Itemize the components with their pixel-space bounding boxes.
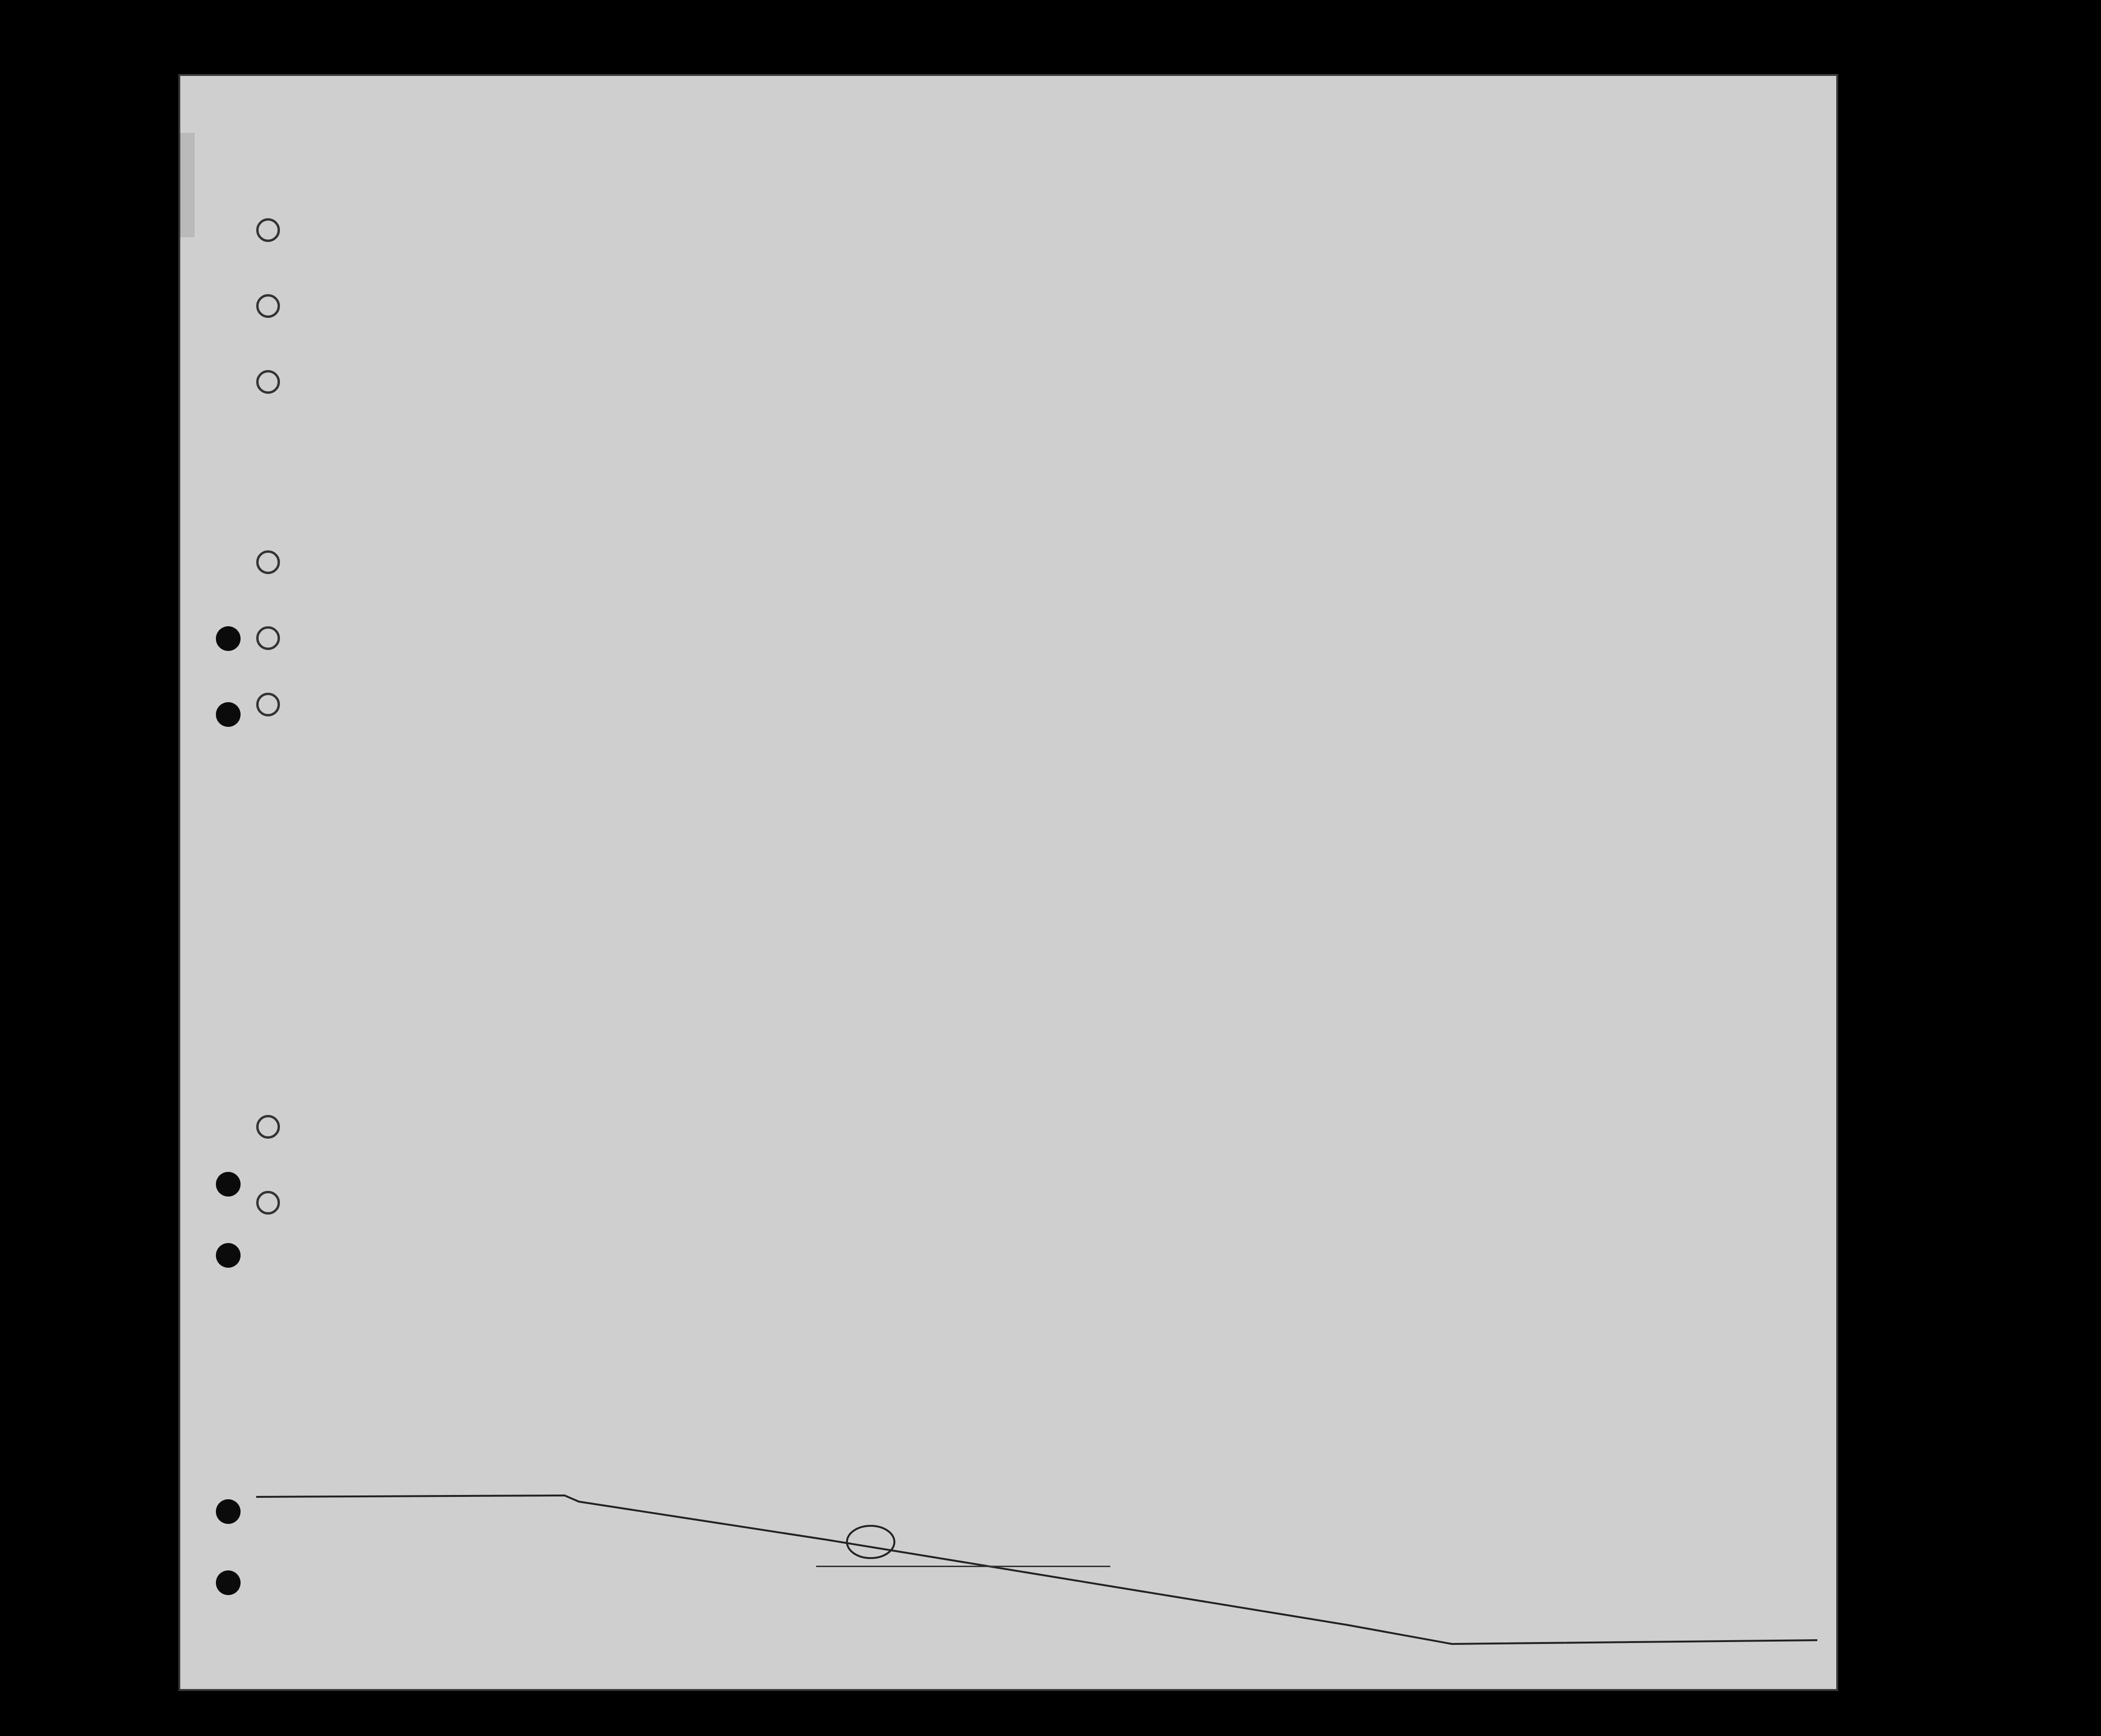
punch-hole: [216, 1570, 241, 1595]
vessel-line: [304, 353, 1798, 372]
punch-hole: [216, 1499, 241, 1524]
punch-hole: [216, 702, 241, 727]
crew-table: [256, 391, 1817, 1677]
punch-hole: [216, 1243, 241, 1268]
punch-hole: [216, 626, 241, 651]
inspector-signature-line: [816, 1566, 1110, 1567]
binder-ring: [256, 218, 280, 242]
binder-ring: [256, 370, 280, 394]
binder-ring: [256, 294, 280, 318]
manifest-sheet: [180, 76, 1836, 1689]
stamp-oval: [845, 1523, 897, 1561]
paper-stub: [180, 133, 195, 237]
strike-line: [256, 391, 1817, 1677]
punch-hole: [216, 1172, 241, 1197]
